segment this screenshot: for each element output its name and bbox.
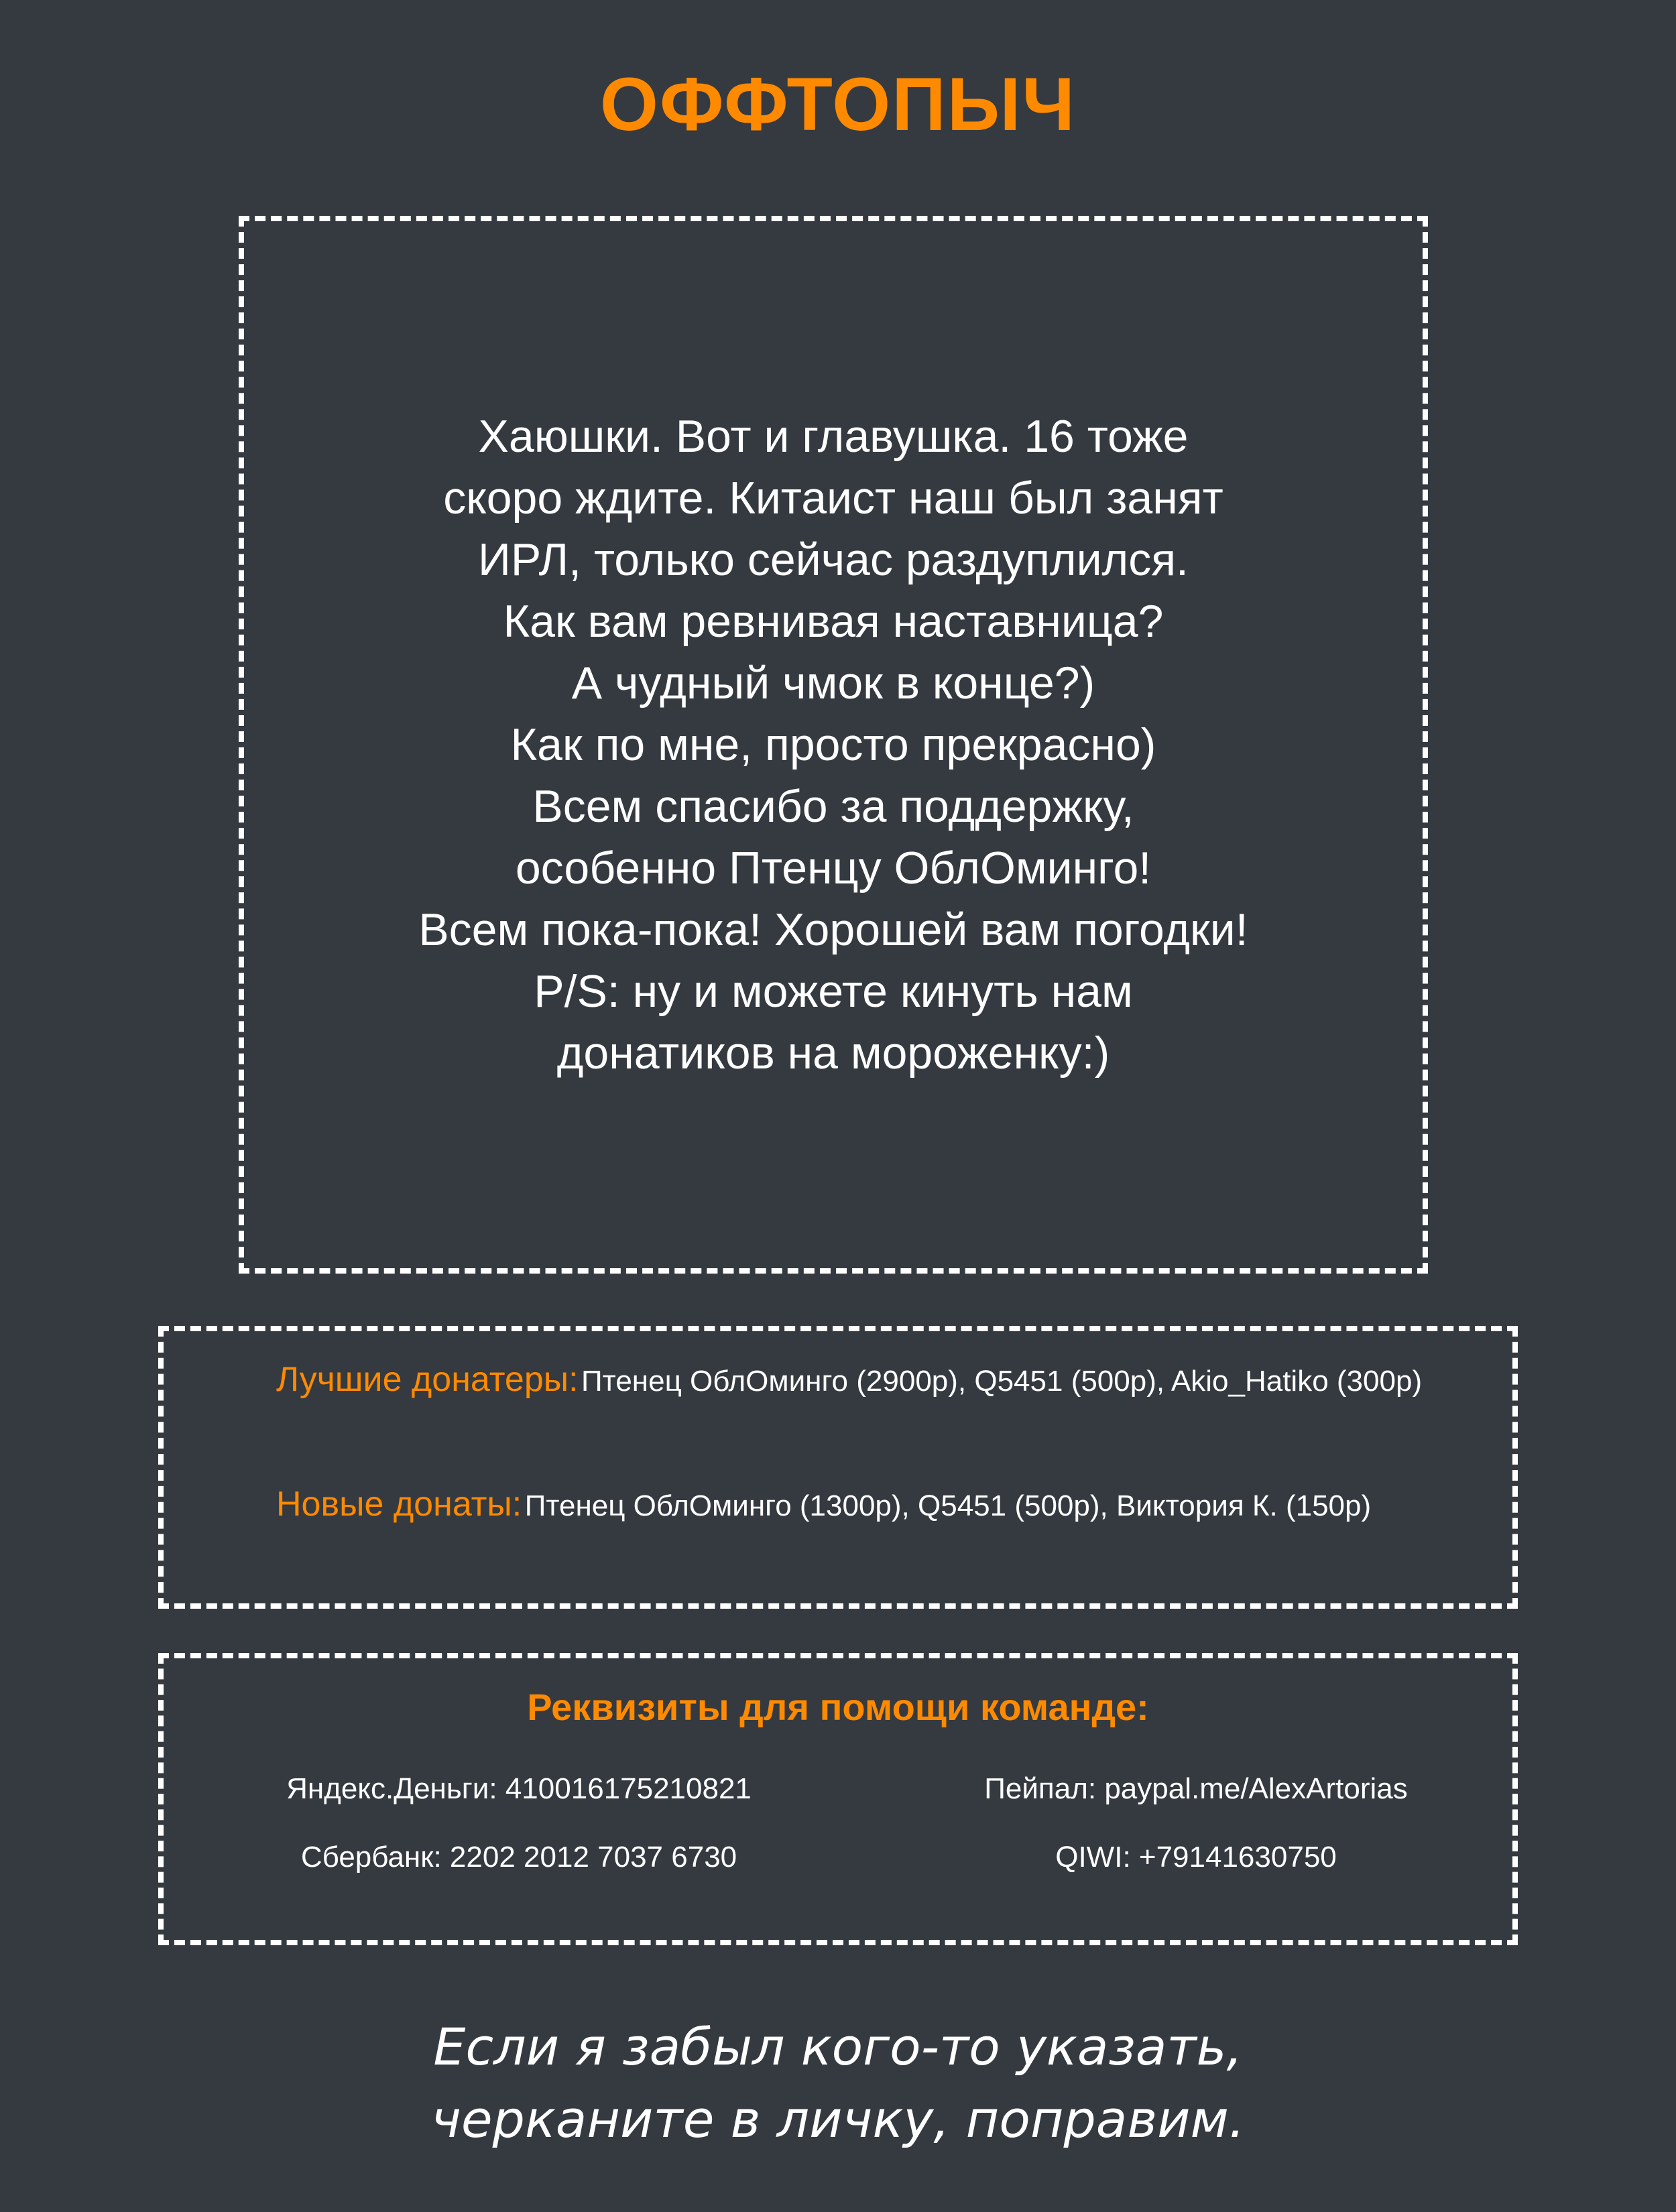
footer-line: Если я забыл кого-то указать, xyxy=(433,2017,1243,2077)
message-line: Как по мне, просто прекрасно) xyxy=(510,719,1156,770)
sberbank-requisite: Сбербанк: 2202 2012 7037 6730 xyxy=(300,1841,737,1873)
requisites-title: Реквизиты для помощи команде: xyxy=(527,1686,1149,1728)
message-line: P/S: ну и можете кинуть нам xyxy=(534,966,1133,1017)
new-donations-row xyxy=(276,1479,1371,1538)
new-donations-label: Новые донаты: xyxy=(276,1485,522,1524)
page-title: ОФФТОПЫЧ xyxy=(599,62,1077,146)
message-line: скоро ждите. Китаист наш был занят xyxy=(443,473,1223,524)
message-line: донатиков на мороженку:) xyxy=(556,1028,1110,1079)
yandex-money-requisite: Яндекс.Деньги: 410016175210821 xyxy=(286,1772,752,1805)
message-line: Всем пока-пока! Хорошей вам погодки! xyxy=(418,904,1248,955)
top-donors-list: Птенец ОблОминго (2900р), Q5451 (500р), Akio_Hatiko (300р) xyxy=(581,1365,1423,1398)
message-line: ИРЛ, только сейчас раздуплился. xyxy=(478,534,1189,585)
footer-note xyxy=(0,2011,1676,2156)
requisites-box xyxy=(158,1653,1518,1945)
message-text xyxy=(418,406,1248,1084)
message-line: особенно Птенцу ОблОминго! xyxy=(515,843,1152,894)
donors-box xyxy=(158,1326,1518,1609)
message-line: А чудный чмок в конце?) xyxy=(571,658,1095,709)
footer-line: черканите в личку, поправим. xyxy=(430,2089,1246,2149)
top-donors-row xyxy=(276,1354,1483,1414)
qiwi-requisite: QIWI: +79141630750 xyxy=(1055,1841,1337,1873)
message-line: Хаюшки. Вот и главушка. 16 тоже xyxy=(478,411,1189,462)
message-line: Всем спасибо за поддержку, xyxy=(532,781,1134,832)
top-donors-label: Лучшие донатеры: xyxy=(276,1360,579,1399)
message-line: Как вам ревнивая наставница? xyxy=(503,596,1164,647)
paypal-requisite: Пейпал: paypal.me/AlexArtorias xyxy=(984,1772,1408,1805)
message-box xyxy=(239,216,1428,1274)
new-donations-list: Птенец ОблОминго (1300р), Q5451 (500р), Виктория К. (150р) xyxy=(524,1489,1372,1522)
